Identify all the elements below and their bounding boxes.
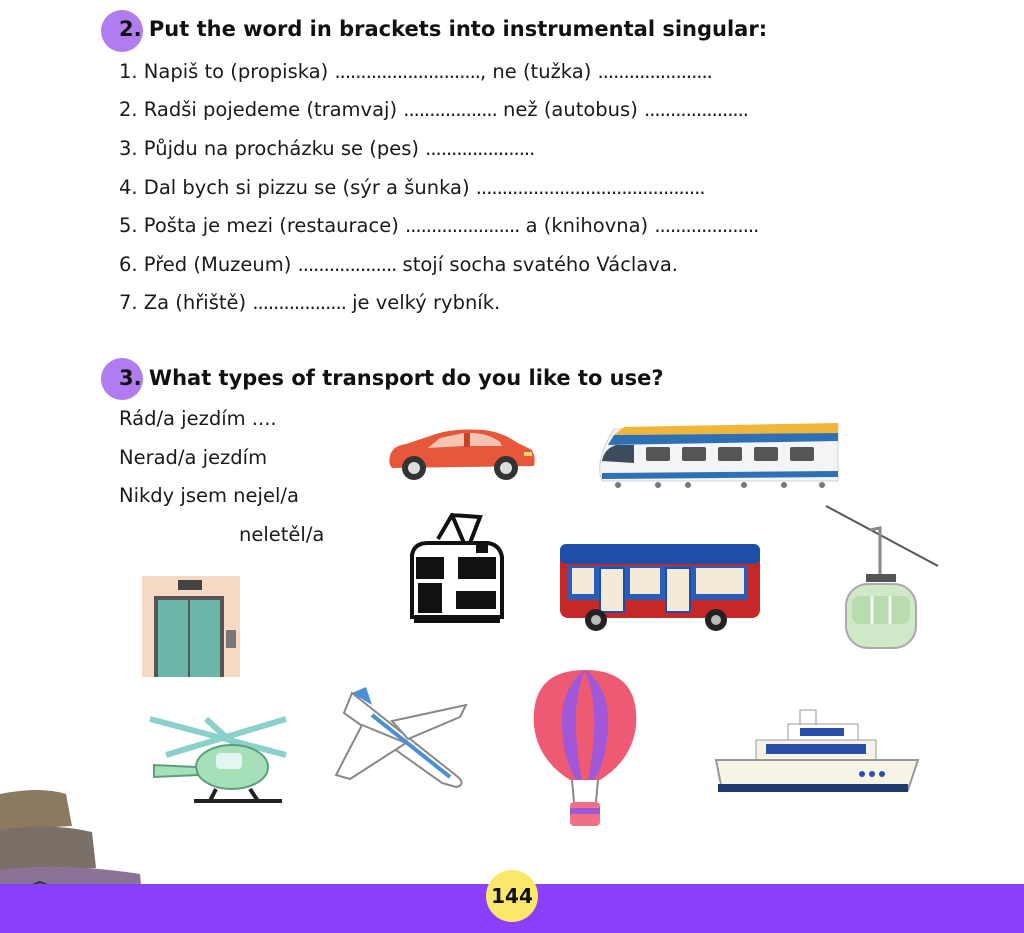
item-text: 6. Před (Muzeum) [119,253,298,276]
prompt-never: Nikdy jsem nejel/a [119,484,299,507]
answer-blank[interactable]: .................. [252,291,346,314]
item-text: 3. Půjdu na procházku se (pes) [119,137,426,160]
answer-blank[interactable]: ............................ [334,60,480,83]
exercise-item [119,137,534,160]
exercise-item [119,291,500,314]
airplane-icon [332,685,472,795]
elevator-icon [142,576,240,677]
answer-blank[interactable]: ...................... [597,60,712,83]
prompt-never-flown: neletěl/a [239,523,325,546]
train-icon [594,421,840,491]
answer-blank[interactable]: ............................................ [475,176,705,199]
exercise-item [119,98,748,121]
exercise-item [119,60,712,83]
ship-icon [712,708,922,800]
item-text: 7. Za (hřiště) [119,291,253,314]
answer-blank[interactable]: ...................... [405,214,520,237]
exercise-2-number: 2. [119,17,142,41]
prompt-like: Rád/a jezdím .... [119,407,277,430]
answer-blank[interactable]: ................... [297,253,397,276]
item-text: , ne (tužka) [480,60,598,83]
exercise-3-title: What types of transport do you like to use? [148,366,664,390]
item-text: stojí socha svatého Václava. [396,253,678,276]
item-text: 1. Napiš to (propiska) [119,60,335,83]
exercise-2-title: Put the word in brackets into instrumental singular: [148,17,768,41]
answer-blank[interactable]: .................... [644,98,748,121]
answer-blank[interactable]: ..................... [425,137,535,160]
car-icon [384,424,539,484]
exercise-3-heading [119,366,664,390]
item-text: než (autobus) [496,98,645,121]
tram-icon [404,513,508,627]
exercise-2-heading [119,17,767,41]
item-text: 5. Pošta je mezi (restaurace) [119,214,406,237]
item-text: a (knihovna) [519,214,655,237]
cable-car-icon [822,504,942,656]
exercise-3-number: 3. [119,366,142,390]
answer-blank[interactable]: .................. [403,98,497,121]
prompt-dislike: Nerad/a jezdím [119,446,268,469]
exercise-item [119,253,678,276]
item-text: 2. Radši pojedeme (tramvaj) [119,98,404,121]
hot-air-balloon-icon [530,668,640,830]
helicopter-icon [146,715,292,813]
item-text: je velký rybník. [345,291,501,314]
item-text: 4. Dal bych si pizzu se (sýr a šunka) [119,176,476,199]
bus-icon [556,538,764,632]
exercise-item [119,176,705,199]
answer-blank[interactable]: .................... [654,214,759,237]
page-number: 144 [486,870,538,922]
exercise-item [119,214,758,237]
